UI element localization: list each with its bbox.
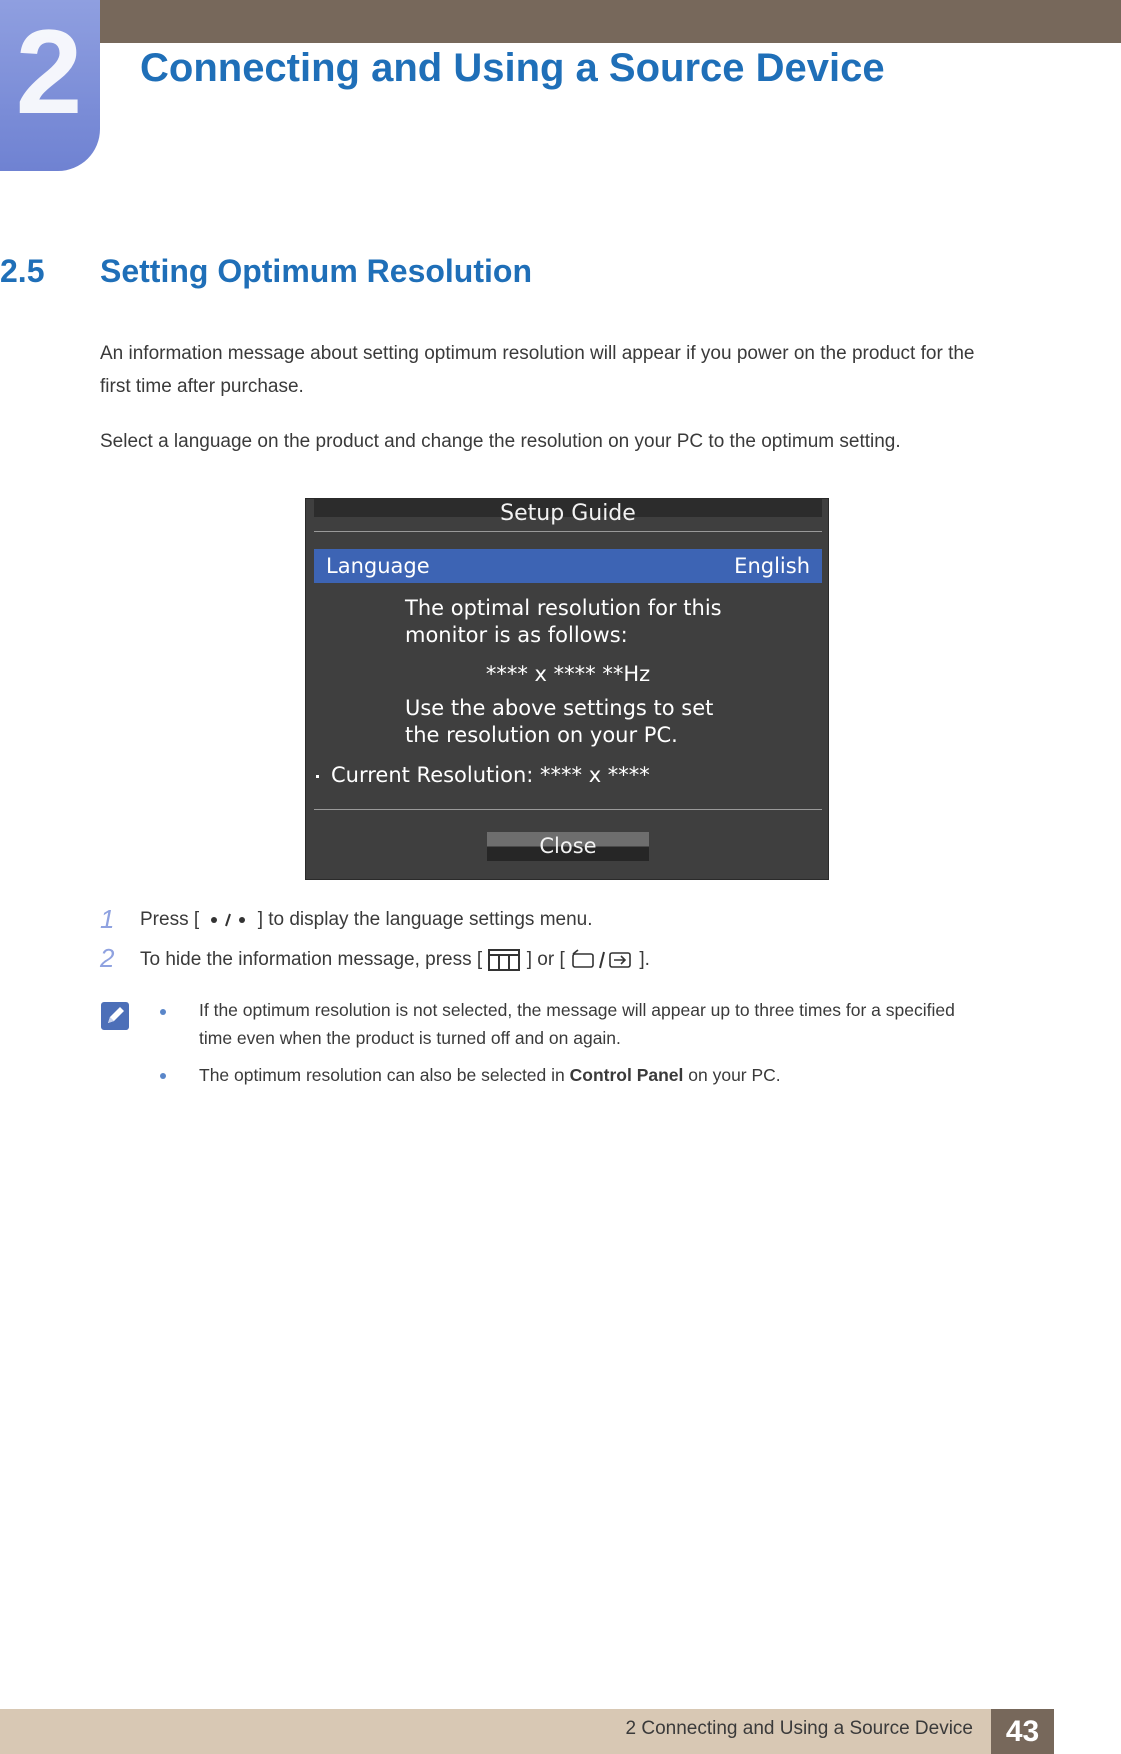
language-label: Language (326, 554, 430, 578)
header-bar (0, 0, 1121, 43)
section-number: 2.5 (0, 253, 45, 289)
intro-line-2: first time after purchase. (100, 376, 304, 397)
chapter-title: Connecting and Using a Source Device (140, 46, 885, 90)
osd-message-line-1: The optimal resolution for this (405, 596, 722, 620)
osd-instruction-line-1: Use the above settings to set (405, 696, 714, 720)
language-value: English (734, 554, 810, 578)
note-2-bullet (160, 1073, 166, 1079)
note-1-bullet (160, 1009, 166, 1015)
osd-instruction (405, 695, 745, 749)
note-2-pre: The optimum resolution can also be selected in (199, 1065, 570, 1085)
section-title: Setting Optimum Resolution (100, 253, 532, 289)
step-2-mid: ] or [ (526, 949, 565, 971)
up-down-button-icon (204, 910, 252, 930)
step-1-number: 1 (100, 904, 115, 934)
note-1-line-1: If the optimum resolution is not selected, the message will appear up to three times for a specified (199, 1000, 955, 1020)
osd-message-line-2: monitor is as follows: (405, 623, 628, 647)
chapter-number: 2 (15, 5, 83, 139)
step-1 (140, 909, 593, 931)
osd-instruction-line-2: the resolution on your PC. (405, 723, 678, 747)
optimal-resolution: **** x **** **Hz (485, 662, 651, 686)
step-1-post: ] to display the language settings menu. (257, 909, 593, 930)
return-source-button-icon (570, 948, 634, 972)
current-resolution (314, 761, 650, 789)
instruction-paragraph: Select a language on the product and change the resolution on your PC to the optimum setting. (100, 431, 901, 452)
osd-message (405, 595, 745, 649)
note-1-line-2: time even when the product is turned off and on again. (199, 1028, 621, 1048)
step-2-number: 2 (100, 943, 115, 973)
osd-title: Setup Guide (500, 501, 636, 526)
page-number: 43 (991, 1709, 1054, 1754)
current-resolution-text: Current Resolution: **** x **** (331, 763, 650, 787)
intro-paragraph (100, 337, 1040, 403)
language-row[interactable] (314, 549, 822, 583)
note-2-post: on your PC. (683, 1065, 781, 1085)
step-2-pre: To hide the information message, press [ (140, 949, 483, 971)
note-2 (199, 1061, 1049, 1089)
note-2-bold: Control Panel (569, 1065, 684, 1085)
intro-line-1: An information message about setting optimum resolution will appear if you power on the product for the (100, 343, 975, 364)
menu-button-icon (487, 948, 521, 972)
chapter-tab (0, 0, 100, 171)
close-button[interactable]: Close (487, 832, 649, 861)
step-2-post: ]. (639, 949, 650, 971)
osd-divider-bottom (314, 809, 822, 810)
setup-guide-screen (305, 498, 829, 880)
step-2 (140, 948, 650, 972)
note-1 (199, 996, 1049, 1052)
footer-chapter: 2 Connecting and Using a Source Device (625, 1718, 973, 1739)
bullet-dot (316, 775, 319, 778)
osd-divider (314, 531, 822, 532)
note-pencil-icon (100, 1001, 130, 1031)
step-1-pre: Press [ (140, 909, 200, 930)
